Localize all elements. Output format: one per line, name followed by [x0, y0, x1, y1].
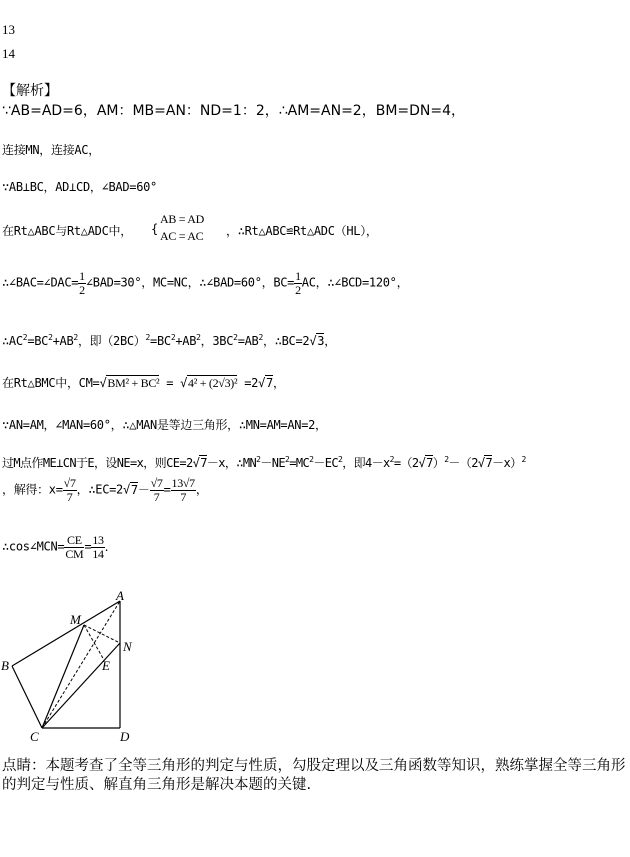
equilateral-line: ∵AN=AM，∠MAN=60°，∴△MAN是等边三角形，∴MN=AM=AN=2， [2, 418, 327, 432]
fraction-root7-over-7: $\frac{√7}{7}$ [150, 476, 163, 504]
fraction-ec: $\frac{13√7}{7}$ [171, 476, 195, 504]
answer-numerator: 13 [2, 22, 15, 37]
bmc-line: 在Rt△BMC中，CM=√BM² + BC² = √4² + (2√3)² =2√7， [2, 376, 285, 390]
label-a: A [116, 588, 124, 603]
label-m: M [70, 612, 81, 627]
angle-line [2, 270, 408, 296]
fraction-x: $\frac{√7}{7}$ [63, 476, 76, 504]
given-line: ∵AB=AD=6，AM：MB=AN：ND=1：2，∴AM=AN=2，BM=DN=4， [2, 103, 466, 119]
fraction-13-14: $\frac{13}{14}$ [92, 533, 104, 561]
segment-cn [42, 643, 120, 728]
label-b: B [1, 658, 9, 673]
perpendicular-line: ∵AB⊥BC，AD⊥CD，∠BAD=60° [2, 180, 157, 194]
ac-squared-line: $\therefore AC^2=BC^2+AB^2$，即$(2BC)^2=BC^2+AB^2$，$3BC^2=AB^2$，∴BC=2√3， [2, 333, 336, 348]
label-d: D [120, 729, 130, 744]
angle-text-3: AC，∴∠BCD=120°， [301, 275, 409, 290]
summary-note: 点睛：本题考查了全等三角形的判定与性质，勾股定理以及三角函数等知识，熟练掌握全等三角形的判定与性质、解直角三角形是解决本题的关键. [2, 758, 626, 793]
fraction-half: $\frac{1}{2}$ [295, 269, 301, 297]
label-n: N [123, 639, 132, 654]
label-c: C [30, 729, 39, 744]
fraction-ce-cm: $\frac{CE}{CM}$ [65, 533, 84, 561]
analysis-heading: 【解析】 [2, 83, 58, 99]
geometry-figure [0, 588, 140, 748]
equation-ac-ac: AC = AC [160, 229, 204, 243]
label-e: E [102, 658, 110, 673]
angle-text-2: ∠BAD=30°，MC=NC，∴∠BAD=60°，BC= [85, 275, 295, 290]
segment-bc [12, 666, 42, 728]
segment-cm [42, 625, 84, 728]
congruence-pre: 在Rt△ABC与Rt△ADC中， [2, 224, 132, 238]
segment-ab [12, 601, 120, 666]
brace-symbol: { [151, 222, 158, 236]
connect-line: 连接MN，连接AC， [2, 143, 100, 157]
fraction-half: $\frac{1}{2}$ [79, 269, 85, 297]
me-line: 过M点作ME⊥CN于E，设NE=x，则CE=2√7－x，$\therefore MN^2-NE^2=MC^2-EC^2$，即$4-x^2=(2√7)^2-(2√7-x)^2$ [2, 455, 526, 470]
answer-denominator: 14 [2, 46, 15, 61]
solve-line: ，解得：x= $\frac{√7}{7}$ ，∴EC=2√7－ $\frac{√7}{7}$ = $\frac{13√7}{7}$ ， [2, 476, 208, 504]
angle-text-1: ∴∠BAC=∠DAC= [2, 275, 79, 290]
equation-ab-ad: AB = AD [160, 212, 205, 226]
congruence-post: ，∴Rt△ABC≌Rt△ADC（HL）， [226, 224, 378, 238]
cos-line: ∴cos∠MCN= $\frac{CE}{CM}$ = $\frac{13}{14}$ ． [2, 533, 117, 561]
